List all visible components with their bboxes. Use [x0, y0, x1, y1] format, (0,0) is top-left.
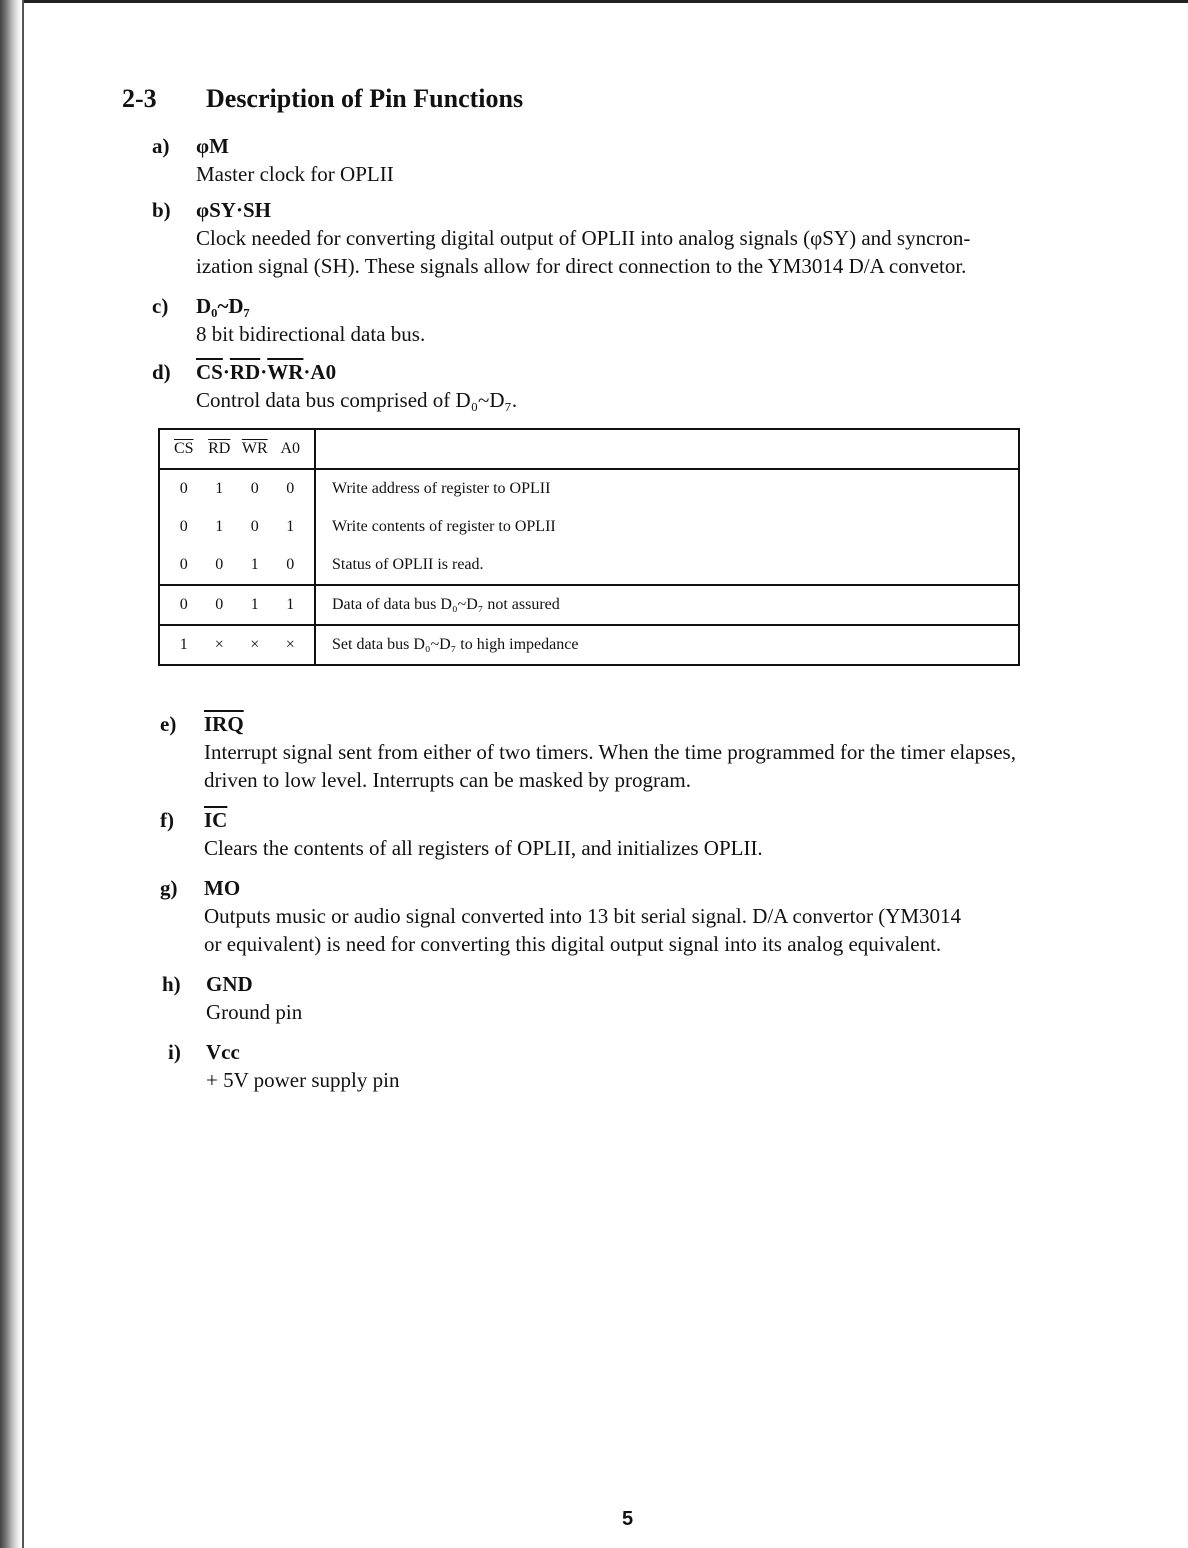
desc-line: or equivalent) is need for converting this digital output signal into its analog equivalent. — [204, 932, 942, 956]
bit-cell: × — [214, 636, 224, 653]
table-header-row — [159, 429, 1019, 469]
item-letter: f) — [160, 808, 174, 832]
top-edge-line — [0, 0, 1188, 3]
bit-cell: 0 — [179, 596, 188, 613]
desc-line: driven to low level. Interrupts can be masked by program. — [204, 768, 691, 792]
row-bits — [159, 508, 315, 546]
bit-cell: 0 — [286, 556, 295, 573]
pin-name: Vcc — [206, 1040, 240, 1064]
header-rd: $\overline{RD}$ — [208, 440, 231, 457]
row-bits — [159, 625, 315, 665]
pin-separator: · — [222, 360, 230, 384]
pin-description — [196, 160, 394, 188]
header-bits — [159, 429, 315, 469]
desc-line: ization signal (SH). These signals allow for direct connection to the YM3014 D/A convetor. — [196, 254, 967, 278]
table-row — [159, 508, 1019, 546]
control-truth-table — [158, 428, 1020, 666]
pin-name: $\overline{IRQ}$ — [204, 712, 244, 736]
bit-cell: × — [250, 636, 260, 653]
desc-line: Clock needed for converting digital output of OPLII into analog signals (φSY) and syncron- — [196, 226, 971, 250]
table-row — [159, 546, 1019, 585]
bit-cell: 0 — [179, 556, 188, 573]
binding-shadow — [0, 0, 22, 1548]
bit-cell: 0 — [250, 518, 259, 535]
pin-part-rd: $\overline{RD}$ — [229, 360, 261, 384]
header-cs: $\overline{CS}$ — [173, 440, 194, 457]
header-desc — [315, 429, 1019, 469]
bit-cell: 0 — [179, 480, 188, 497]
bit-cell: 1 — [215, 480, 224, 497]
section-heading — [122, 84, 523, 114]
bit-cell: 1 — [179, 636, 188, 653]
bit-cell: 0 — [215, 596, 224, 613]
item-letter: e) — [160, 712, 177, 736]
pin-name: D₀~D₇ — [196, 294, 250, 318]
table-row — [159, 585, 1019, 625]
binding-spine-line — [22, 0, 24, 1548]
pin-description — [206, 1066, 399, 1094]
bit-cell: 0 — [179, 518, 188, 535]
bit-cell: 1 — [286, 518, 295, 535]
bit-cell: 0 — [215, 556, 224, 573]
row-bits — [159, 546, 315, 585]
pin-name: φSY·SH — [196, 198, 271, 222]
header-a0: A0 — [280, 440, 301, 457]
row-desc: Set data bus D₀~D₇ to high impedance — [315, 625, 1019, 665]
page-number: 5 — [622, 1508, 634, 1530]
row-desc: Write address of register to OPLII — [332, 480, 551, 497]
pin-name — [196, 360, 336, 385]
bit-cell: × — [285, 636, 295, 653]
section-title: Description of Pin Functions — [206, 84, 524, 113]
pin-part-a0: ·A0 — [303, 360, 337, 384]
desc-line: Clears the contents of all registers of OPLII, and initializes OPLII. — [204, 836, 763, 860]
row-desc: Data of data bus D₀~D₇ not assured — [315, 585, 1019, 625]
item-letter: h) — [162, 972, 181, 996]
bit-cell: 0 — [250, 480, 259, 497]
pin-name: MO — [204, 876, 241, 900]
pin-part-cs: $\overline{CS}$ — [196, 360, 223, 384]
desc-line: 8 bit bidirectional data bus. — [196, 322, 426, 346]
desc-line: + 5V power supply pin — [206, 1068, 400, 1092]
pin-description — [204, 834, 763, 862]
pin-name: φM — [196, 134, 229, 158]
item-letter: a) — [152, 134, 170, 158]
bit-cell: 1 — [286, 596, 295, 613]
item-letter: c) — [152, 294, 169, 318]
section-number: 2-3 — [122, 84, 157, 113]
item-letter: d) — [152, 360, 171, 384]
item-letter: b) — [152, 198, 171, 222]
desc-line: Interrupt signal sent from either of two timers. When the time programmed for the timer elapses, — [204, 740, 1016, 764]
pin-separator: · — [260, 360, 268, 384]
desc-line: Control data bus comprised of D₀~D₇. — [196, 388, 518, 412]
desc-line: Outputs music or audio signal converted into 13 bit serial signal. D/A convertor (YM3014 — [204, 904, 962, 928]
pin-description — [204, 902, 961, 958]
pin-description — [196, 224, 970, 280]
header-wr: $\overline{WR}$ — [241, 440, 268, 457]
row-desc: Write contents of register to OPLII — [332, 518, 556, 535]
pin-part-wr: $\overline{WR}$ — [267, 360, 304, 384]
pin-description — [196, 320, 425, 348]
bit-cell: 1 — [250, 556, 259, 573]
bit-cell: 1 — [215, 518, 224, 535]
bit-cell: 0 — [286, 480, 295, 497]
pin-name: $\overline{IC}$ — [204, 808, 228, 832]
pin-description — [204, 738, 1016, 794]
table-row — [159, 469, 1019, 508]
row-desc: Status of OPLII is read. — [332, 556, 484, 573]
pin-name: GND — [206, 972, 253, 996]
desc-line: Ground pin — [206, 1000, 303, 1024]
bit-cell: 1 — [250, 596, 259, 613]
item-letter: g) — [160, 876, 178, 900]
pin-description — [206, 998, 302, 1026]
table-row — [159, 625, 1019, 665]
desc-line: Master clock for OPLII — [196, 162, 394, 186]
row-bits — [159, 469, 315, 508]
pin-description — [196, 386, 517, 414]
row-bits — [159, 585, 315, 625]
item-letter: i) — [168, 1040, 181, 1064]
